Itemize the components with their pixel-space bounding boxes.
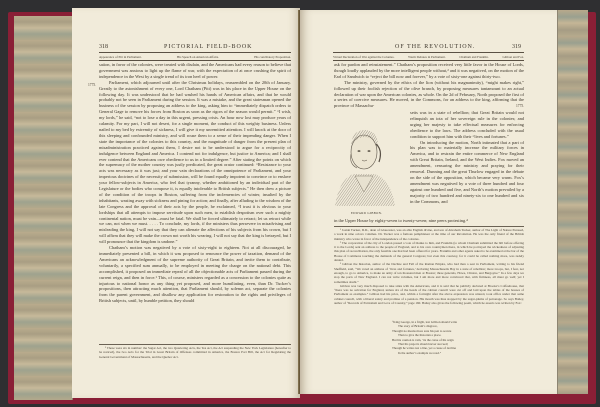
- footnote-rule: [99, 344, 291, 345]
- poem-line: Though he writes not a line, yet a cause of decline: [392, 346, 456, 351]
- marbled-page-edges-right: [557, 10, 588, 394]
- paragraph: Parliament, which adjourned until after the Christmas holidays, reassembled on the 20th of January. Greatly to the astonishment of every one, Lord Chatham (Pitt) was in his place in the Upper House on the following day. It was understood that he had washed his hands of American affairs, and that he would probably not be seen in Parliament during the session. It was a mistake, and the great statesman opened the business of the session by proposing an address to the king, asking him to “immediately dispatch orders to General Gage to remove his forces from Boston as soon as the rigors of the season would permit.” “I wish, my lords,” he said, “not to lose a day in this urgent, pressing crisis. An hour now lost may produce years of calamity. For my part, I will not desert, for a single moment, the conduct of this weighty business. Unless nailed to my bed by extremity of sickness, I will give it my unremitted attention. I will knock at the door of this sleeping and confounded ministry, and will rouse them to a sense of their impending danger. When I state the importance of the colonies to this country, and the magnitude of danger from the present plan of misadministration practiced against them, I desire not to be understood to argue for a reciprocity of indulgence between England and America. I contend not for indulgence, but justice to America; and I shall ever contend that the Americans owe obedience to us in a limited degree.” After stating the points on which the supremacy of the mother country was justly predicated, the great orator continued: “Resistance to your acts was necessary as it was just; and your vain declarations of the omnipotence of Parliament, and your imperious doctrines of the necessity of submission, will be found equally impotent to convince or to enslave your fellow-subjects in America, who feel that tyranny, whether ambitioned by an individual part of the Legislature or the bodies who compose it, is equally intolerable to British subjects.” He then drew a picture of the condition of the troops in Boston, suffering from the inclemencies of winter, insulted by the inhabitants, wasting away with sickness and pining for action; and finally, after alluding to the wisdom of the late Congress and the approval of their acts by the people, he exclaimed, “I trust it is obvious to your lordships that all attempts to impose servitude upon such men, to establish despotism over such a mighty continental nation, must be vain—must be fatal. We shall be forced ultimately to retract; let us retract while we can, not when we must. . . . . To conclude, my lords, if the ministers thus persevere in misadvising and misleading the king, I will not say that they can alienate the affections of his subjects from his crown, but I will affirm that they will make the crown not worth his wearing. I will not say that the king is betrayed, but I will pronounce that the kingdom is undone.”: [99, 79, 291, 245]
- fox-poem: [392, 320, 457, 355]
- footnote: ¹ These were six in number: the Sugar Act, the two Quartering Acts, the Tea Act, the Act suspending the New York Legislature (hereafter to be noticed), the two Acts for the Trial in Great Britain of Offenses committed in America, the Boston Port Bill, the Act for Regulating the General Government of Massachusetts, and the Quebec Act.: [99, 346, 291, 359]
- left-running-head: PICTORIAL FIELD-BOOK: [164, 44, 253, 50]
- left-page-number: 318: [99, 44, 108, 50]
- poem-line: But his caution is vain, ’tis the curse of his reign: [392, 337, 454, 342]
- paragraph: ask for pardon and reinstatement.” Chatham’s proposition received very little favor in the House of Lords, though loudly applauded by the more intelligent people without,² and it was negatived, on the motion of the Earl of Sandwich to “reject the bill now and forever,” by a vote of sixty-one against thirty-two.: [334, 62, 524, 79]
- footnote: ² The corporation of the city of London passed a vote of thanks to him, and Franklin (to whom Chatham submitted the bill before offering it to the Lords) sent an address to the people of England, and to his own countrymen there, in which he portrayed the wickedness of adjusting this plan of reconciliation, the only feasible one that had been offered for years. Franklin and other agents asked to be examined at the bar of the House of Commons touching the demands of the general Congress; but even this courtesy, for it could be called nothing more, was rudely denied.: [334, 240, 524, 263]
- poem-line: “King George, in a fright, lest Gibbon should write: [392, 320, 458, 324]
- right-footnotes: [334, 228, 524, 316]
- paragraph: setts was in a state of rebellion; that Great Britain would not relinquish an iota of her sovereign rule in the colonies; and urging her majesty to take effectual measures for enforcing obedience to the laws. The address concluded with the usual condition to support him with their “lives and fortunes.”: [410, 110, 524, 139]
- portrait-engraving-edward-gibbon: [325, 118, 403, 210]
- poem-line: Thought no means more sure his pen to secure: [392, 328, 452, 333]
- right-subhead-2: Warm Debates in Parliament.: [408, 54, 446, 59]
- footnote: ³ Gibbon the historian, author of the Decline and Fall of the Roman Empire, who had then a seat in Parliament, writing to his friend Sheffield, said, “We voted an address of ‘lives and fortunes,’ declaring Massachusetts Bay in a state of rebellion; more troops, but, I fear, not enough, to go to America, to make an army of ten thousand men at Boston; three generals, Howe, Clinton, and Burgoyne.” In a few days we stop the ports of New England. I can not write volumes, but I am more and more convinced that, with firmness, all must go well; yet I sometimes doubt.”: [334, 262, 524, 284]
- right-subhead-3: Chatham and Franklin.: [459, 54, 489, 59]
- portrait-caption: EDWARD GIBBON.: [351, 211, 383, 215]
- poem-line: In the author’s example we read.”: [398, 350, 442, 355]
- paragraph: On introducing the motion, North intimated that a part of his plan was to materially increase the military forces in America, and to restrain the entire commerce of New England with Great Britain, Ireland, and the West Indies. Fox moved an amendment, censuring the ministry and praying for their removal. Dunning and the great Thurlow engaged in the debate on the side of the opposition, which became very warm. Fox’s amendment was negatived by a vote of three hundred and four against one hundred and five, and North’s motion prevailed by a majority of two hundred and ninety-six to one hundred and six in the Commons, and: [410, 139, 524, 204]
- right-body-text-top: [334, 62, 524, 110]
- right-page-number: 319: [512, 44, 521, 50]
- left-subhead-1: Appearance of Pitt in Parliament.: [99, 54, 142, 59]
- paragraph: sation, in favor of the colonies, were treated with disdain, and the Americans had every reason to believe that government was anxious to light up the flame of war, with the expectation of at once crushing the spirit of independence in the West by a single trend of its iron heel of power.: [99, 62, 291, 79]
- right-subheads: [333, 52, 524, 61]
- right-body-text-continued: [334, 218, 524, 225]
- marbled-page-edges-left: [14, 16, 73, 400]
- paragraph: The ministry, governed by the ethics of the lion (without his magnanimity), “might makes right,” followed up their foolish rejection of the olive branch, by proposing measures tantamount to an actual declaration of war upon the American colonies, as whole. On the 2d of February, North proposed the first of a series of coercive measures. He moved, in the Commons, for an address to the king, affirming that the province of Massachu-: [334, 79, 524, 109]
- right-running-head: OF THE REVOLUTION.: [395, 44, 476, 50]
- left-margin-year: 1775.: [88, 83, 97, 87]
- right-margin-year: 1775.: [516, 104, 525, 108]
- paragraph: in the Upper House by eighty-seven to twenty-seven; nine peers protesting.⁴: [334, 218, 468, 223]
- footnote: Gibbon was very much disposed to take sides with the Americans, and it is said that he publicly declared at Brooks’s Coffeehouse, that “there was no salvation for England, unless six of the heads of the cabinet council were cut off and laid upon the tables of the houses of Parliament as examples.” Gibbon had his price, and, within a fortnight after the above expression was uttered, took office under that same cabinet council, with a liberal salary and promise of a pension. His mouth was thus stopped by the sugar-plums of patronage. So says Bailey, author of “Records of Patriotism and Love of Country,” page 160. Bailey also gives the following poem, which he asserts was written by Fox:: [334, 283, 524, 306]
- left-subhead-3: His conciliatory Proposition.: [254, 54, 291, 59]
- right-subhead-4: Gibbon and Fox.: [502, 54, 524, 59]
- footnote-rule: [334, 226, 524, 227]
- left-subheads: [99, 52, 291, 61]
- right-body-text-side: [410, 110, 524, 218]
- poem-line: Than to give the historian a place.: [398, 333, 442, 338]
- left-footnote: [99, 346, 291, 368]
- left-body-text: [99, 62, 291, 343]
- poem-line: That his projects should never succeed;: [398, 342, 449, 347]
- footnote: ¹ Josiah Tucker, D.D., dean of Gloucester, was an able English divine, and son of Abraham Tucker, author of The Light of Nature Pursued, a work in nine octavo volumes. Dr. Tucker was a famous pamphleteer at the time of our Revolution. He was the only friend of the British ministry who wrote in favor of the independence of the colonies.: [334, 228, 524, 241]
- left-subhead-2: His Speech on American Affairs.: [176, 54, 219, 59]
- poem-line: The story of Britain’s disgrace,: [398, 324, 438, 329]
- right-subhead-1: Virtual Declaration of War against the Colonies.: [333, 54, 395, 59]
- paragraph: Chatham’s motion was negatived by a vote of sixty-eight to eighteen. Not at all discouraged, he immediately presented a bill, in which it was proposed to renounce the power of taxation, demand of the Americans an acknowledgment of the supreme authority of Great Britain, and invite them to contribute, voluntarily, a specified sum annually, to be employed in meeting the charge on the national debt. This accomplished, it proposed an immediate repeal of all the objectionable acts of Parliament passed during the current reign, and then in force.¹ This, of course, ministers regarded as a concession to the colonies quite as injurious to national honor as any thing yet proposed, and more humiliating, even, than Dr. Tucker’s propositions, then attracting much attention, that Parliament should, by solemn act, separate the colonies from the parent government, and disallow any application for restoration to the rights and privileges of British subjects, until, by humble petition, they should: [99, 245, 291, 304]
